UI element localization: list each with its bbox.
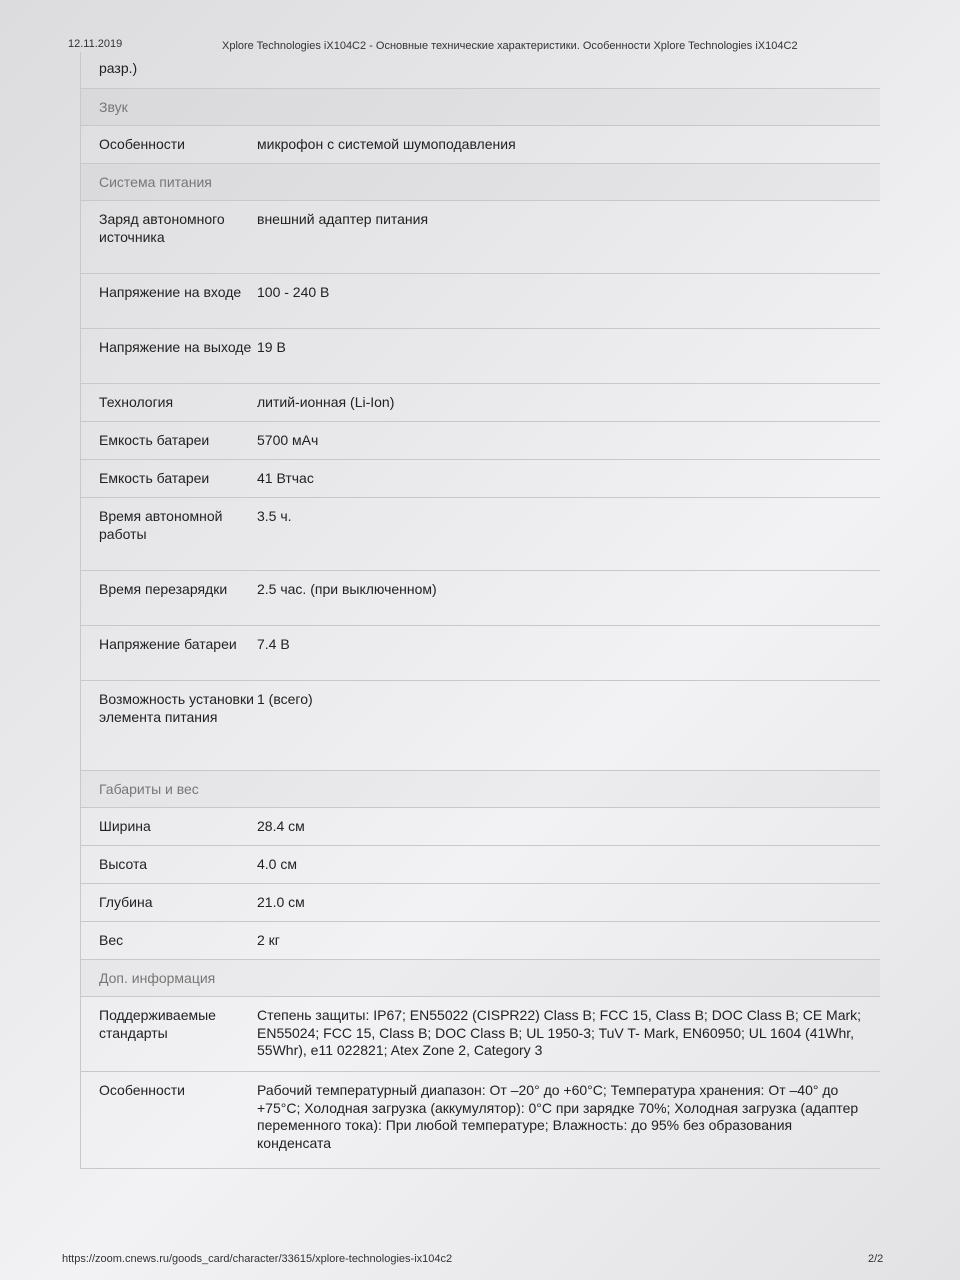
- spec-value: Рабочий температурный диапазон: От –20° до +60°C; Температура хранения: От –40° до +75°C; Холодная загрузка (аккумулятор): 0°C при зарядке 70%; Холодная загрузка (адаптер переменного тока): При любой температуре; Влажность: до 95% без образования конденсата: [257, 1082, 859, 1151]
- spec-value: литий-ионная (Li-Ion): [257, 394, 395, 410]
- spec-label: Ширина: [99, 818, 151, 834]
- table-row: [81, 997, 881, 1072]
- spec-label: Емкость батареи: [99, 470, 210, 486]
- spec-value: Степень защиты: IP67; EN55022 (CISPR22) Class B; FCC 15, Class B; DOC Class B; CE Mark; EN55024; FCC 15, Class B; DOC Class B; UL 1950-3; TuV T- Mark, EN60950; UL 1604 (41Whr, 55Whr), e11 022821; Atex Zone 2, Category 3: [257, 1007, 862, 1058]
- table-row: [81, 329, 881, 384]
- spec-label: Напряжение на входе: [99, 284, 242, 300]
- spec-label: Время автономной работы: [99, 508, 223, 542]
- spec-value: 2 кг: [257, 932, 280, 948]
- spec-value: микрофон с системой шумоподавления: [257, 136, 516, 152]
- spec-value: 4.0 см: [257, 856, 297, 872]
- table-row: [81, 571, 881, 626]
- spec-value: 21.0 см: [257, 894, 305, 910]
- page-url: https://zoom.cnews.ru/goods_card/character/33615/xplore-technologies-ix104c2: [62, 1253, 453, 1265]
- spec-label: [81, 52, 258, 89]
- table-row: [81, 1072, 881, 1169]
- spec-value: [257, 52, 880, 89]
- table-row: [81, 384, 881, 422]
- spec-label: Емкость батареи: [99, 432, 210, 448]
- spec-value: 7.4 В: [257, 636, 290, 652]
- spec-label: Заряд автономного источника: [99, 211, 225, 245]
- print-date: 12.11.2019: [68, 38, 123, 50]
- table-row: [81, 126, 881, 164]
- spec-value: 5700 мАч: [257, 432, 319, 448]
- section-header-extra: [81, 960, 881, 997]
- spec-label: Поддерживаемые стандарты: [99, 1007, 216, 1041]
- table-row: [81, 422, 881, 460]
- spec-value: 2.5 час. (при выключенном): [257, 581, 437, 597]
- spec-label: Напряжение батареи: [99, 636, 237, 652]
- section-title: Габариты и вес: [99, 781, 199, 797]
- table-row: [81, 52, 881, 89]
- spec-value: 1 (всего): [257, 691, 313, 707]
- table-row: [81, 274, 881, 329]
- spec-table: [80, 52, 880, 1169]
- top-fragment: разр.): [99, 60, 138, 76]
- spec-label: Особенности: [99, 136, 185, 152]
- spec-value: 28.4 см: [257, 818, 305, 834]
- section-header-dimensions: [81, 771, 881, 808]
- section-title: Доп. информация: [99, 970, 216, 986]
- table-row: [81, 460, 881, 498]
- section-title: Система питания: [99, 174, 212, 190]
- table-row: [81, 808, 881, 846]
- section-header-sound: [81, 89, 881, 126]
- section-title: Звук: [99, 99, 128, 115]
- spec-label: Время перезарядки: [99, 581, 228, 597]
- spec-value: 3.5 ч.: [257, 508, 292, 524]
- page-number: 2/2: [868, 1253, 884, 1265]
- spec-value: 19 В: [257, 339, 286, 355]
- spec-value: 41 Втчас: [257, 470, 314, 486]
- spec-label: Вес: [99, 932, 124, 948]
- page-title: Xplore Technologies iX104C2 - Основные технические характеристики. Особенности Xplore Technologies iX104C2: [222, 40, 798, 52]
- spec-label: Особенности: [99, 1082, 185, 1098]
- spec-value: внешний адаптер питания: [257, 211, 429, 227]
- table-row: [81, 626, 881, 681]
- section-header-power: [81, 164, 881, 201]
- table-row: [81, 846, 881, 884]
- spec-label: Технология: [99, 394, 174, 410]
- spec-label: Напряжение на выходе: [99, 339, 252, 355]
- spec-label: Высота: [99, 856, 148, 872]
- spec-label: Глубина: [99, 894, 153, 910]
- spec-value: 100 - 240 В: [257, 284, 330, 300]
- table-row: [81, 922, 881, 960]
- table-row: [81, 884, 881, 922]
- table-row: [81, 498, 881, 571]
- table-row: [81, 681, 881, 771]
- table-row: [81, 201, 881, 274]
- spec-label: Возможность установки элемента питания: [99, 691, 254, 725]
